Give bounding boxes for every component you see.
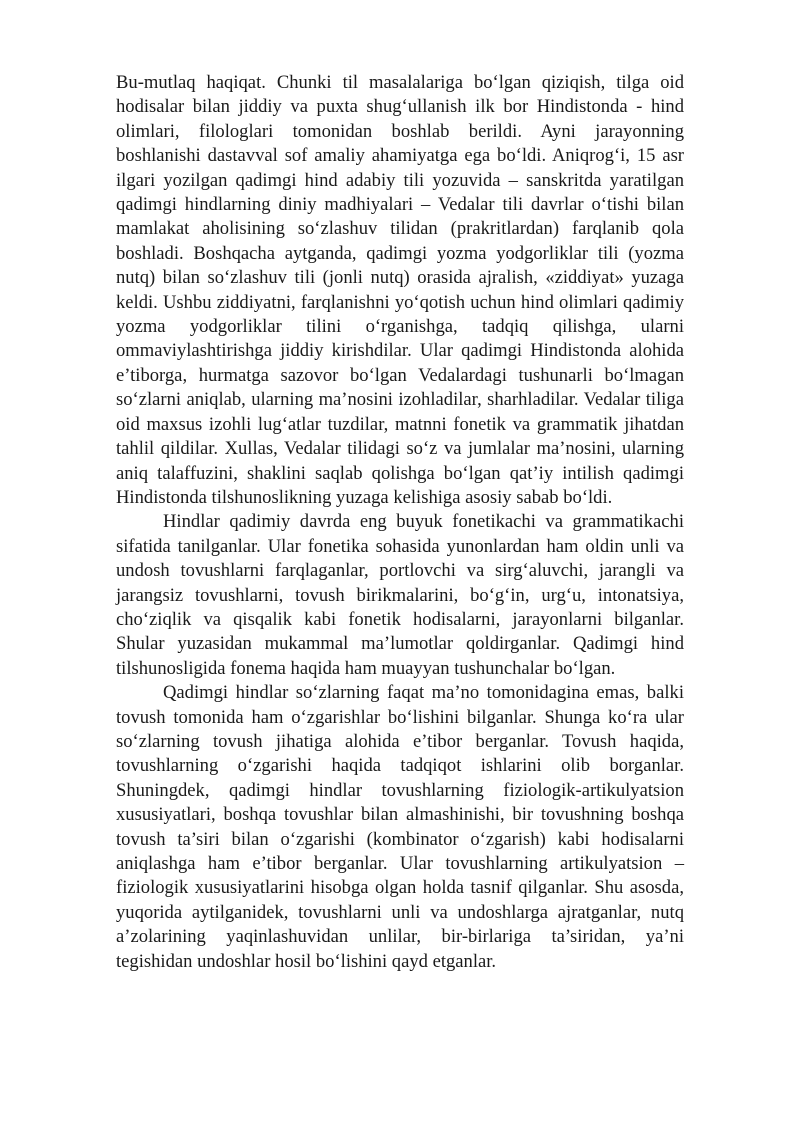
paragraph-2: Hindlar qadimiy davrda eng buyuk fonetikachi va grammatikachi sifatida tanilganlar. Ular fonetika sohasida yunonlardan ham oldin unli va undosh tovushlarni farqlaganlar, portlovchi va sirg‘aluvchi, jarangli va jarangsiz tovushlarni, tovush birikmalarini, bo‘g‘in, urg‘u, intonatsiya, cho‘ziqlik va qisqalik kabi fonetik hodisalarni, jarayonlarni bilganlar. Shular yuzasidan mukammal ma’lumotlar qoldirganlar. Qadimgi hind tilshunosligida fonema haqida ham muayyan tushunchalar bo‘lgan. — [116, 511, 684, 679]
paragraph-3: Qadimgi hindlar so‘zlarning faqat ma’no tomonidagina emas, balki tovush tomonida ham o‘zgarishlar bo‘lishini bilganlar. Shunga ko‘ra ular so‘zlarning tovush jihatiga alohida e’tibor berganlar. Tovush haqida, tovushlarning o‘zgarishi haqida tadqiqot ishlarini olib borganlar. Shuningdek, qadimgi hindlar tovushlarning fiziologik-artikulyatsion xususiyatlari, boshqa tovushlar bilan almashinishi, bir tovushning boshqa tovush ta’siri bilan o‘zgarishi (kombinator o‘zgarish) kabi hodisalarni aniqlashga ham e’tibor berganlar. Ular tovushlarning artikulyatsion – fiziologik xususiyatlarini hisobga olgan holda tasnif qilganlar. Shu asosda, yuqorida aytilganidek, tovushlarni unli va undoshlarga ajratganlar, nutq a’zolarining yaqinlashuvidan unlilar, bir-birlariga ta’siridan, ya’ni tegishidan undoshlar hosil bo‘lishini qayd etganlar. — [116, 682, 684, 972]
paragraph-1: Bu-mutlaq haqiqat. Chunki til masalalariga bo‘lgan qiziqish, tilga oid hodisalar bilan jiddiy va puxta shug‘ullanish ilk bor Hindistonda - hind olimlari, filologlari tomonidan boshlab berildi. Ayni jarayonning boshlanishi dastavval sof amaliy ahamiyatga ega bo‘ldi. Aniqrog‘i, 15 asr ilgari yozilgan qadimgi hind adabiy tili yozuvida – sanskritda yaratilgan qadimgi hindlarning diniy madhiyalari – Vedalar tili davrlar o‘tishi bilan mamlakat aholisining so‘zlashuv tilidan (prakritlardan) farqlanib qola boshladi. Boshqacha aytganda, qadimgi yozma yodgorliklar tili (yozma nutq) bilan so‘zlashuv tili (jonli nutq) orasida ajralish, «ziddiyat» yuzaga keldi. Ushbu ziddiyatni, farqlanishni yo‘qotish uchun hind olimlari qadimiy yozma yodgorliklar tilini o‘rganishga, tadqiq qilishga, ularni ommaviylashtirishga jiddiy kirishdilar. Ular qadimgi Hindistonda alohida e’tiborga, hurmatga sazovor bo‘lgan Vedalardagi tushunarli bo‘lmagan so‘zlarni aniqlab, ularning ma’nosini izohladilar, sharhladilar. Vedalar tiliga oid maxsus izohli lug‘atlar tuzdilar, matnni fonetik va grammatik jihatdan tahlil qildilar. Xullas, Vedalar tilidagi so‘z va jumlalar ma’nosini, ularning aniq talaffuzini, shaklini saqlab qolishga bo‘lgan qat’iy intilish qadimgi Hindistonda tilshunoslikning yuzaga kelishiga asosiy sabab bo‘ldi. — [116, 72, 684, 508]
document-page — [116, 71, 684, 974]
